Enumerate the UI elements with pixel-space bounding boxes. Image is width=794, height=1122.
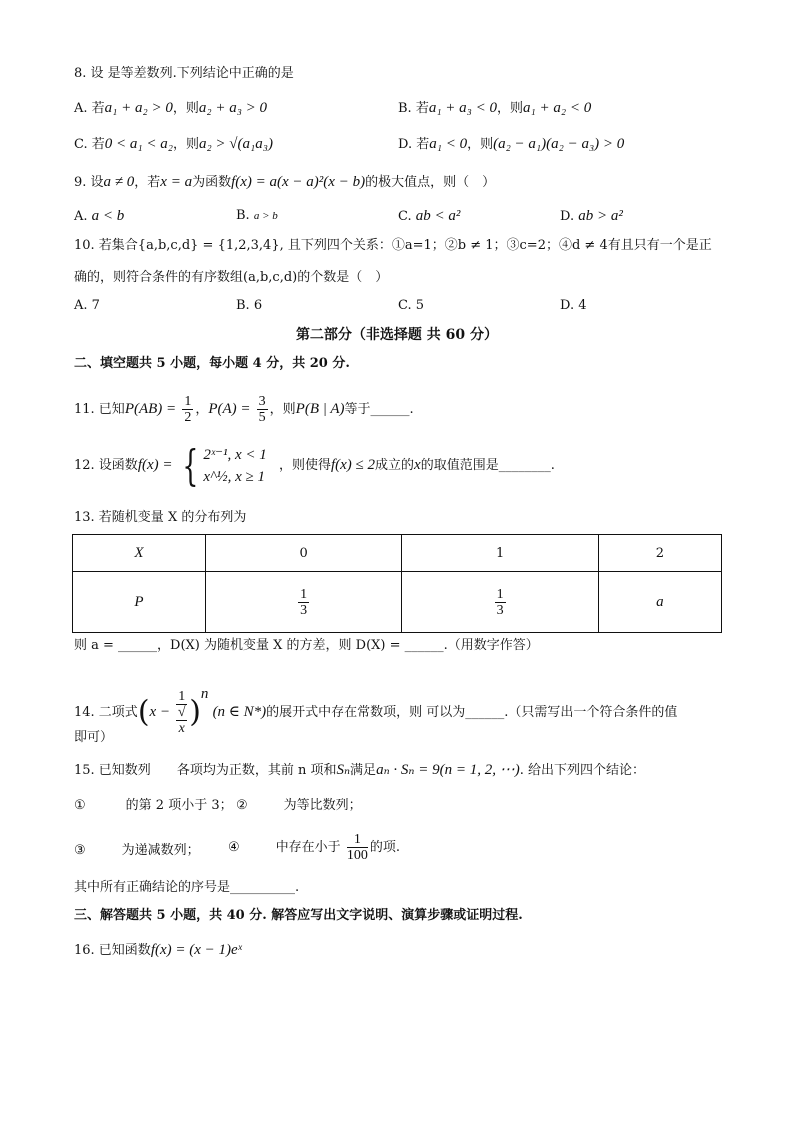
section2-title: 二、填空题共 5 小题，每小题 4 分，共 20 分. xyxy=(74,356,350,371)
q8-stem: 8. 设 是等差数列.下列结论中正确的是 xyxy=(74,66,294,81)
q14-fraction: 1 √ x xyxy=(177,689,186,736)
q15-conclusion-3: ③ 为递减数列； xyxy=(74,843,200,858)
q9-stem: 9. 设a ≠ 0，若x = a为函数f(x) = a(x − a)²(x − b)的极大值点，则（ ） xyxy=(74,174,496,190)
table-header-cell: 1 xyxy=(402,535,598,572)
table-cell: $\frac{1}{3}$ xyxy=(402,572,598,633)
q10-option-d: D. 4 xyxy=(560,298,587,313)
q13-stem: 13. 若随机变量 X 的分布列为 xyxy=(74,510,247,525)
q15-fraction: $\frac{1}{100}$ xyxy=(346,832,368,863)
table-cell: $\frac{1}{3}$ xyxy=(205,572,401,633)
q10-option-a: A. 7 xyxy=(74,298,100,313)
distribution-table xyxy=(72,534,722,633)
table-row xyxy=(73,535,722,572)
q15-conclusion-4: ④ 中存在小于 $\frac{1}{100}$ 的项. xyxy=(228,832,400,863)
q8-option-a: A. 若a₁ + a₂ > 0，则a₂ + a₃ > 0 xyxy=(74,100,268,116)
q9-option-d: D. ab > a² xyxy=(560,208,623,224)
q10-line1: 10. 若集合{a,b,c,d} = {1,2,3,4}, 且下列四个关系：①a=1；②b ≠ 1；③c=2；④d ≠ 4有且只有一个是正 xyxy=(74,238,712,253)
q8-option-c: C. 若0 < a₁ < a₂，则a₂ > √(a₁a₃) xyxy=(74,136,273,152)
q12-cases: 2ˣ⁻¹, x < 1 x^½, x ≥ 1 xyxy=(203,446,267,485)
q11: 11. 已知P(AB) = $\frac{1}{2}$ ，P(A) = $\frac{3}{5}$ ，则P(B | A)等于______. xyxy=(74,394,414,425)
q15-conclusion-1: ① 的第 2 项小于 3； xyxy=(74,798,233,813)
table-row xyxy=(73,572,722,633)
q10-option-c: C. 5 xyxy=(398,298,425,313)
table-cell: P xyxy=(73,572,206,633)
q14: 14. 二项式(x − 1 √ x )$^n$ (n ∈ N*)的展开式中存在常数项，则 可以为______.（只需写出一个符合条件的值 xyxy=(74,686,678,736)
q9-option-b: B. a > b xyxy=(236,208,278,223)
q10-line2: 确的，则符合条件的有序数组(a,b,c,d)的个数是（ ） xyxy=(74,270,389,285)
q10-option-b: B. 6 xyxy=(236,298,263,313)
q9-option-a: A. a < b xyxy=(74,208,125,224)
table-cell: a xyxy=(598,572,721,633)
q8-option-d: D. 若a₁ < 0，则(a₂ − a₁)(a₂ − a₃) > 0 xyxy=(398,136,625,152)
q15-stem: 15. 已知数列 各项均为正数，其前 n 项和Sₙ满足aₙ · Sₙ = 9(n = 1, 2, ⋯). 给出下列四个结论： xyxy=(74,762,645,778)
q14-line2: 即可） xyxy=(74,730,114,745)
q12-brace: { xyxy=(181,440,199,490)
q16: 16. 已知函数f(x) = (x − 1)eˣ xyxy=(74,942,242,958)
q12: 12. 设函数f(x) = { 2ˣ⁻¹, x < 1 x^½, x ≥ 1 ，则使得f(x) ≤ 2成立的x的取值范围是________. xyxy=(74,440,555,490)
table-header-cell: 0 xyxy=(205,535,401,572)
q15-answer-line: 其中所有正确结论的序号是__________. xyxy=(74,880,300,895)
q15-conclusion-2: ② 为等比数列； xyxy=(236,798,362,813)
q13-answer-line: 则 a = ______，D(X) 为随机变量 X 的方差，则 D(X) = ______.（用数字作答） xyxy=(74,638,539,653)
q11-fraction-1: $\frac{1}{2}$ xyxy=(184,394,192,425)
q8-option-b: B. 若a₁ + a₃ < 0，则a₁ + a₂ < 0 xyxy=(398,100,592,116)
q11-fraction-2: $\frac{3}{5}$ xyxy=(258,394,266,425)
table-header-cell: 2 xyxy=(598,535,721,572)
table-header-cell: X xyxy=(73,535,206,572)
section3-title: 三、解答题共 5 小题，共 40 分. 解答应写出文字说明、演算步骤或证明过程. xyxy=(74,908,523,923)
part2-title: 第二部分（非选择题 共 60 分） xyxy=(295,327,499,343)
q9-option-c: C. ab < a² xyxy=(398,208,461,224)
